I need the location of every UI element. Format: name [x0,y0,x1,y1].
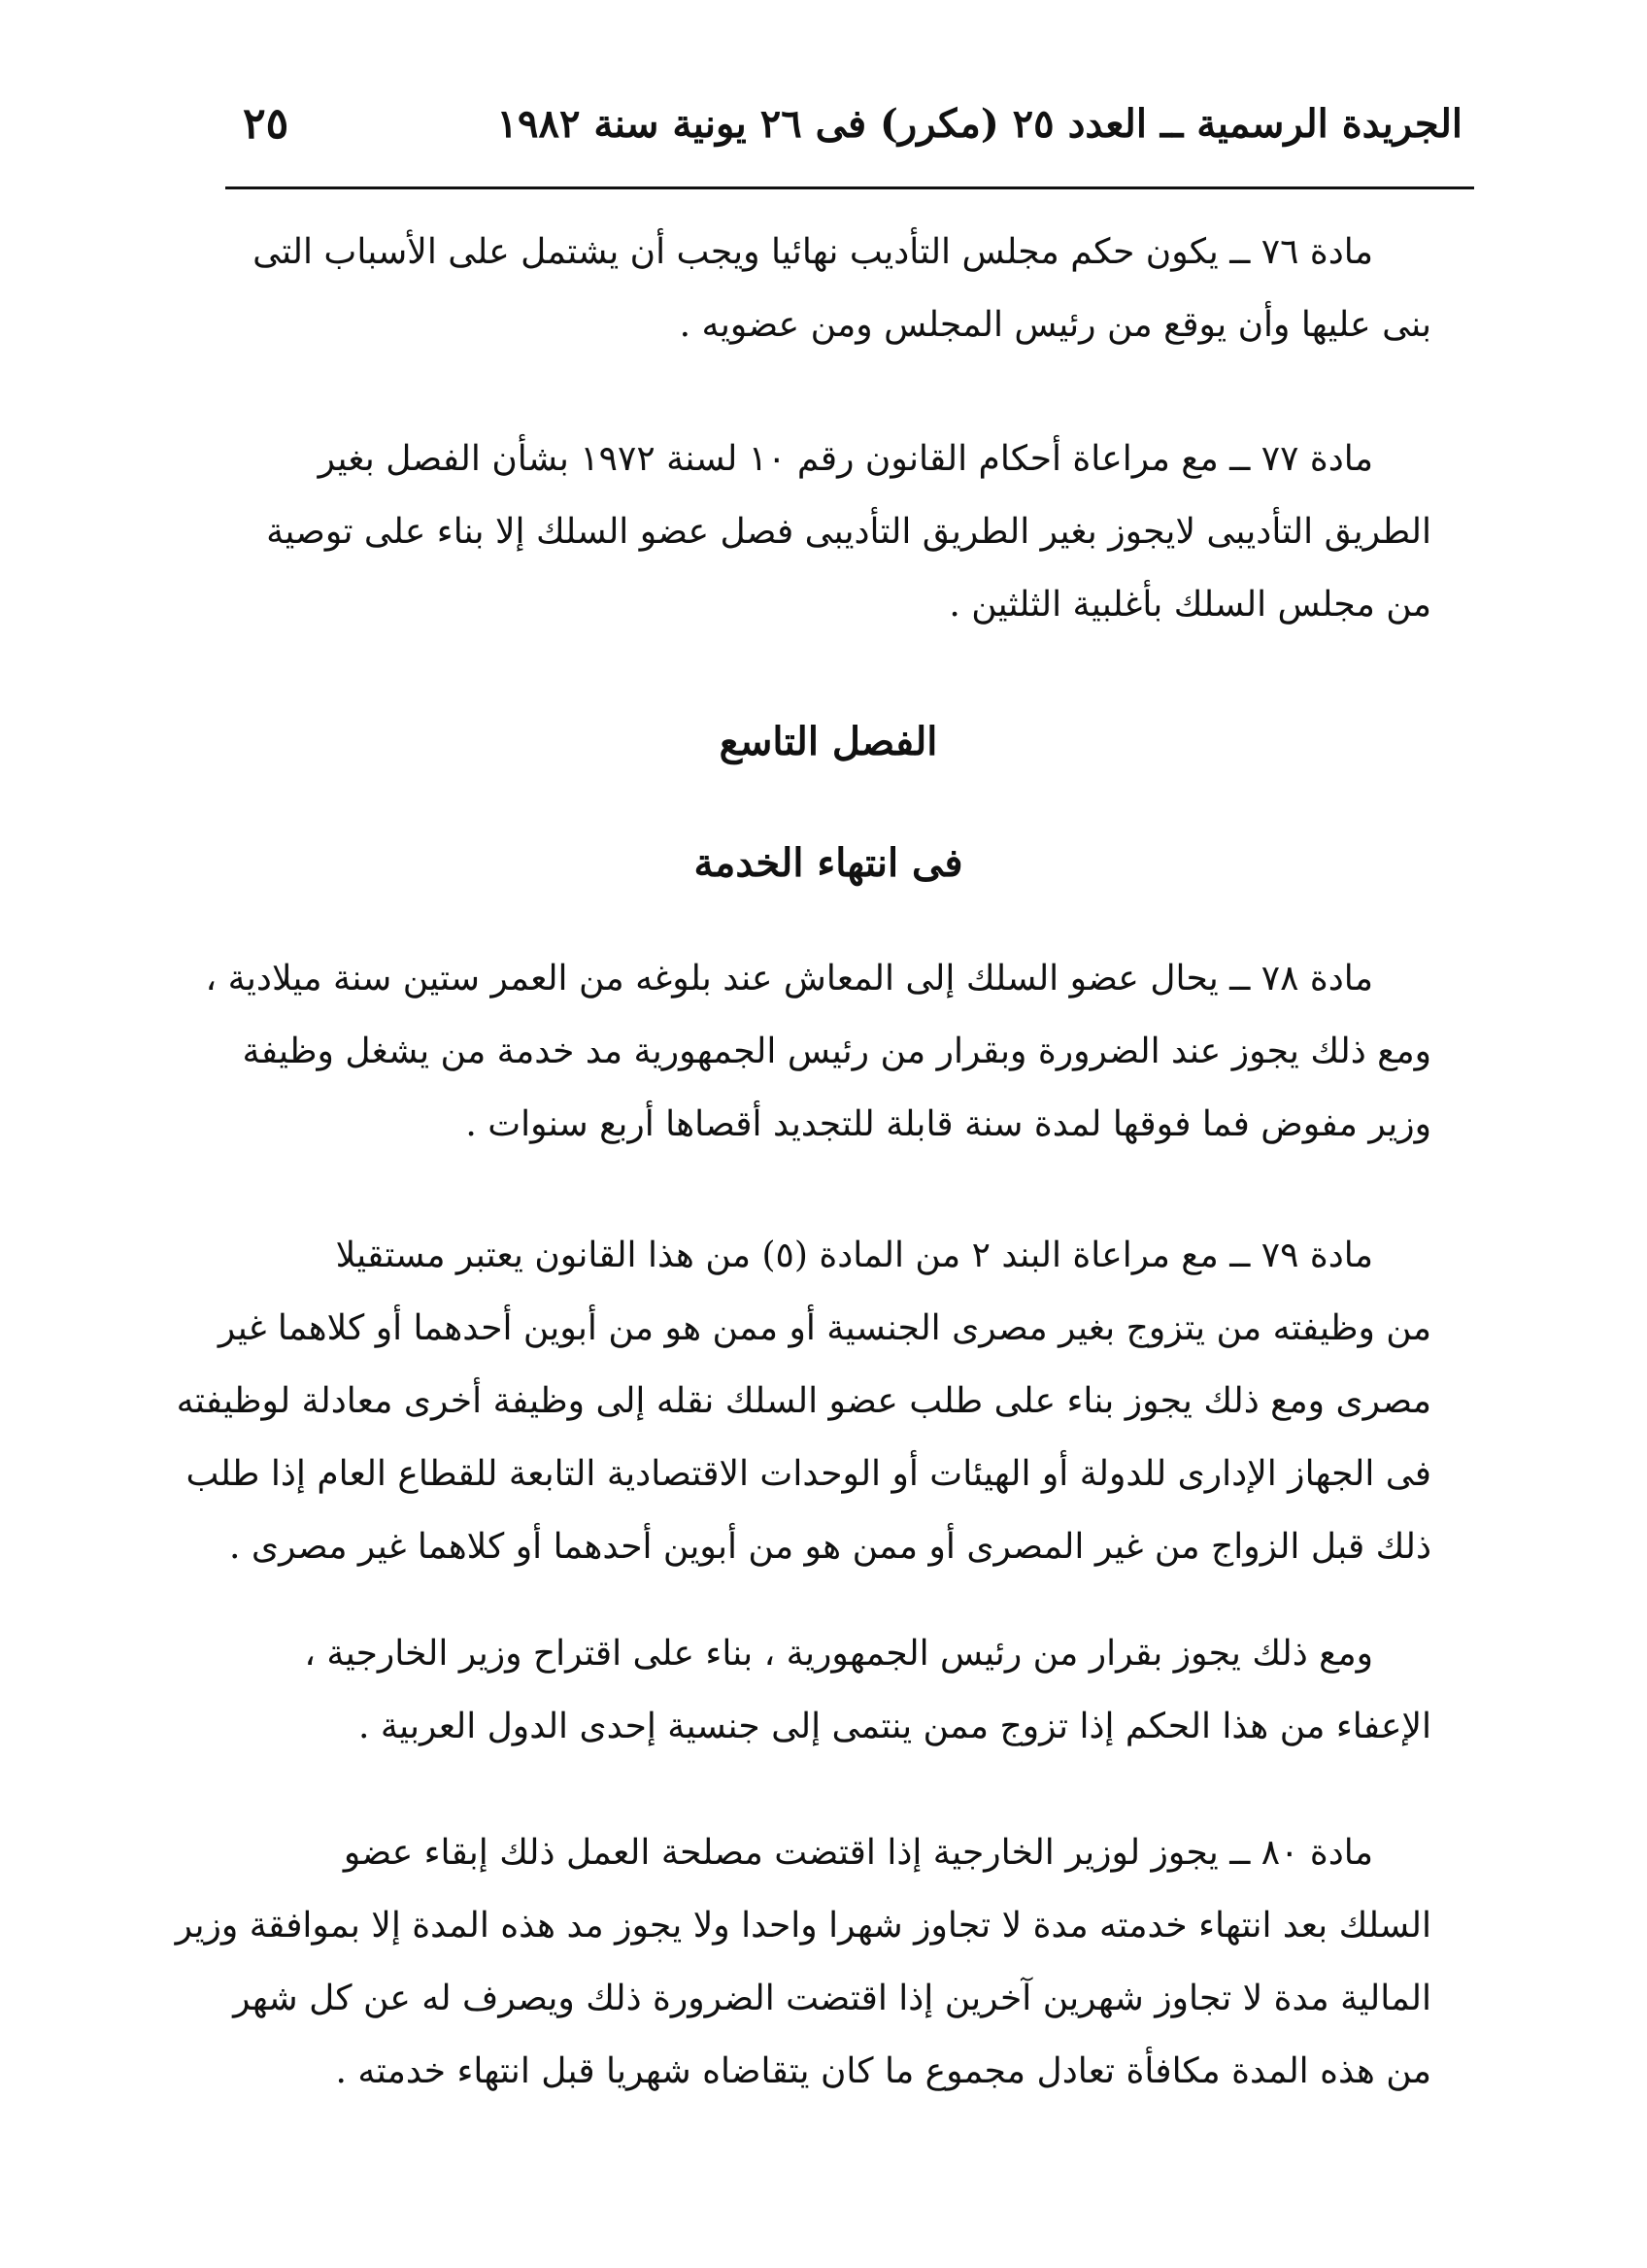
header-divider [225,186,1474,189]
article-77-line-2: الطريق التأديبى لايجوز بغير الطريق التأديبى فصل عضو السلك إلا بناء على توصية [266,512,1431,552]
article-76 [225,216,1431,361]
article-76-line-1: مادة ٧٦ ــ يكون حكم مجلس التأديب نهائيا ويجب أن يشتمل على الأسباب التى [252,232,1373,272]
article-78-line-2: ومع ذلك يجوز عند الضرورة وبقرار من رئيس الجمهورية مد خدمة من يشغل وظيفة [242,1032,1431,1071]
page-header [243,89,1462,157]
article-79-paragraph-2 [225,1617,1431,1763]
chapter-subtitle: فى انتهاء الخدمة [693,840,963,886]
article-79-line-5: ذلك قبل الزواج من غير المصرى أو ممن هو من أبوين أحدهما أو كلاهما غير مصرى . [229,1527,1431,1567]
gazette-header-title: الجريدة الرسمية ــ العدد ٢٥ (مكرر) فى ٢٦ يونية سنة ١٩٨٢ [496,100,1462,147]
article-80-line-3: المالية مدة لا تجاوز شهرين آخرين إذا اقتضت الضرورة ذلك ويصرف له عن كل شهر [233,1979,1431,2018]
article-76-line-2: بنى عليها وأن يوقع من رئيس المجلس ومن عضويه . [679,305,1431,345]
article-80-line-1: مادة ٨٠ ــ يجوز لوزير الخارجية إذا اقتضت مصلحة العمل ذلك إبقاء عضو [343,1833,1373,1873]
article-79-line-4: فى الجهاز الإدارى للدولة أو الهيئات أو الوحدات الاقتصادية التابعة للقطاع العام إذا طلب [185,1454,1431,1494]
article-77 [225,423,1431,641]
article-77-line-1: مادة ٧٧ ــ مع مراعاة أحكام القانون رقم ١٠ لسنة ١٩٧٢ بشأن الفصل بغير [318,439,1373,479]
article-78-line-1: مادة ٧٨ ــ يحال عضو السلك إلى المعاش عند بلوغه من العمر ستين سنة ميلادية ، [205,959,1373,999]
article-80-line-2: السلك بعد انتهاء خدمته مدة لا تجاوز شهرا واحدا ولا يجوز مد هذه المدة إلا بموافقة وزير [175,1906,1431,1946]
article-79-line-1: مادة ٧٩ ــ مع مراعاة البند ٢ من المادة (٥) من هذا القانون يعتبر مستقيلا [335,1236,1373,1275]
article-79 [176,1219,1431,1583]
article-79-p2-line-2: الإعفاء من هذا الحكم إذا تزوج ممن ينتمى إلى جنسية إحدى الدول العربية . [357,1707,1431,1746]
article-80-line-4: من هذه المدة مكافأة تعادل مجموع ما كان يتقاضاه شهريا قبل انتهاء خدمته . [335,2051,1431,2091]
article-80 [175,1816,1431,2108]
chapter-title: الفصل التاسع [719,719,938,764]
article-78 [205,942,1431,1161]
article-79-line-2: من وظيفته من يتزوج بغير مصرى الجنسية أو ممن هو من أبوين أحدهما أو كلاهما غير [218,1308,1431,1348]
article-78-line-3: وزير مفوض فما فوقها لمدة سنة قابلة للتجديد أقصاها أربع سنوات . [465,1104,1431,1144]
article-79-line-3: مصرى ومع ذلك يجوز بناء على طلب عضو السلك نقله إلى وظيفة أخرى معادلة لوظيفته [176,1381,1431,1421]
article-77-line-3: من مجلس السلك بأغلبية الثلثين . [949,585,1431,625]
page-number: ٢٥ [243,98,289,149]
article-79-p2-line-1: ومع ذلك يجوز بقرار من رئيس الجمهورية ، بناء على اقتراح وزير الخارجية ، [304,1634,1373,1674]
